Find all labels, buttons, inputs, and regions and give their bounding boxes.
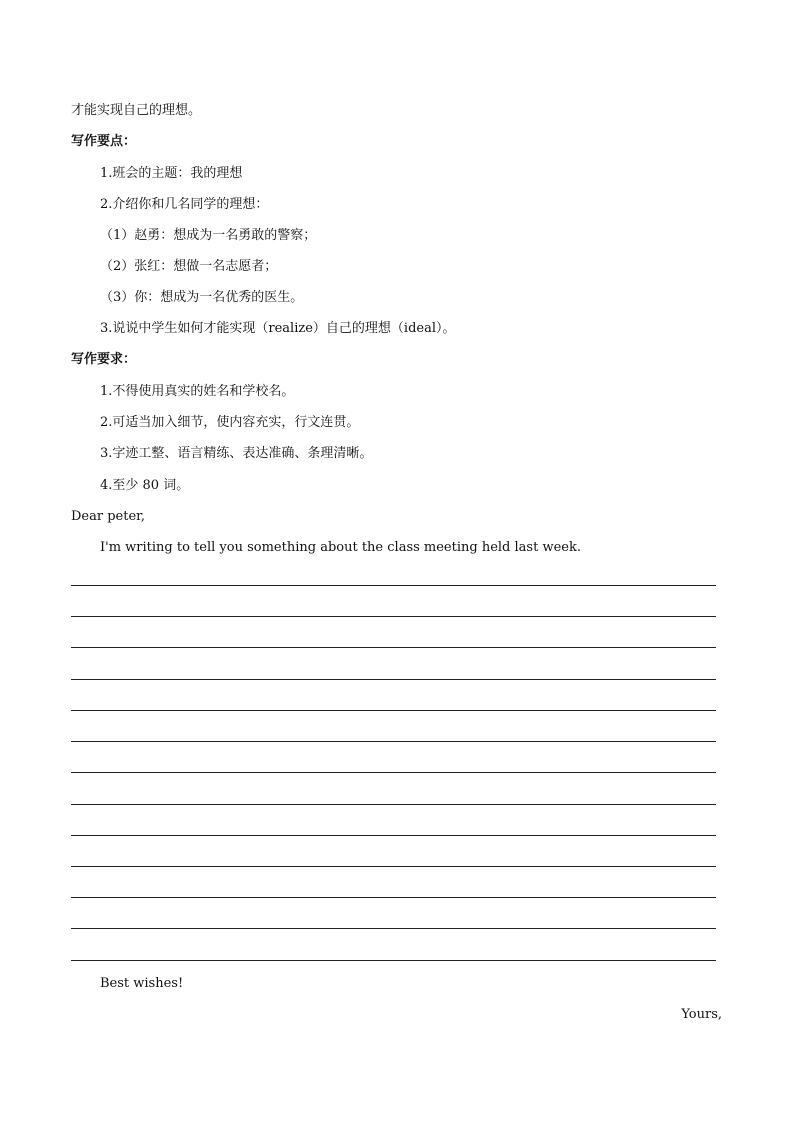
point-item-2-sub-1: （1）赵勇：想成为一名勇敢的警察； [100, 228, 317, 243]
requirement-item-2: 2.可适当加入细节，使内容充实，行文连贯。 [100, 415, 360, 430]
letter-signoff: Yours, [681, 1007, 722, 1022]
requirement-item-1: 1.不得使用真实的姓名和学校名。 [100, 384, 295, 399]
letter-opening-sentence: I'm writing to tell you something about the class meeting held last week. [100, 540, 581, 555]
letter-salutation: Dear peter, [71, 509, 146, 524]
writing-line [71, 960, 716, 961]
writing-line [71, 804, 716, 805]
writing-line [71, 647, 716, 648]
writing-line [71, 585, 716, 586]
writing-line [71, 616, 716, 617]
writing-line [71, 679, 716, 680]
writing-line [71, 835, 716, 836]
writing-line [71, 866, 716, 867]
writing-line [71, 897, 716, 898]
point-item-2-sub-3: （3）你：想成为一名优秀的医生。 [100, 290, 304, 305]
writing-line [71, 741, 716, 742]
requirement-item-3: 3.字迹工整、语言精练、表达准确、条理清晰。 [100, 446, 373, 461]
writing-line [71, 928, 716, 929]
point-item-2-sub-2: （2）张红：想做一名志愿者； [100, 259, 278, 274]
writing-line [71, 710, 716, 711]
requirements-heading: 写作要求： [71, 352, 137, 367]
writing-line [71, 772, 716, 773]
point-item-1: 1.班会的主题：我的理想 [100, 166, 243, 181]
point-item-3: 3.说说中学生如何才能实现（realize）自己的理想（ideal）。 [100, 321, 456, 336]
letter-closing: Best wishes! [100, 976, 184, 991]
requirement-item-4: 4.至少 80 词。 [100, 478, 190, 493]
point-item-2: 2.介绍你和几名同学的理想： [100, 197, 269, 212]
points-heading: 写作要点： [71, 134, 137, 149]
intro-tail-text: 才能实现自己的理想。 [71, 103, 202, 118]
